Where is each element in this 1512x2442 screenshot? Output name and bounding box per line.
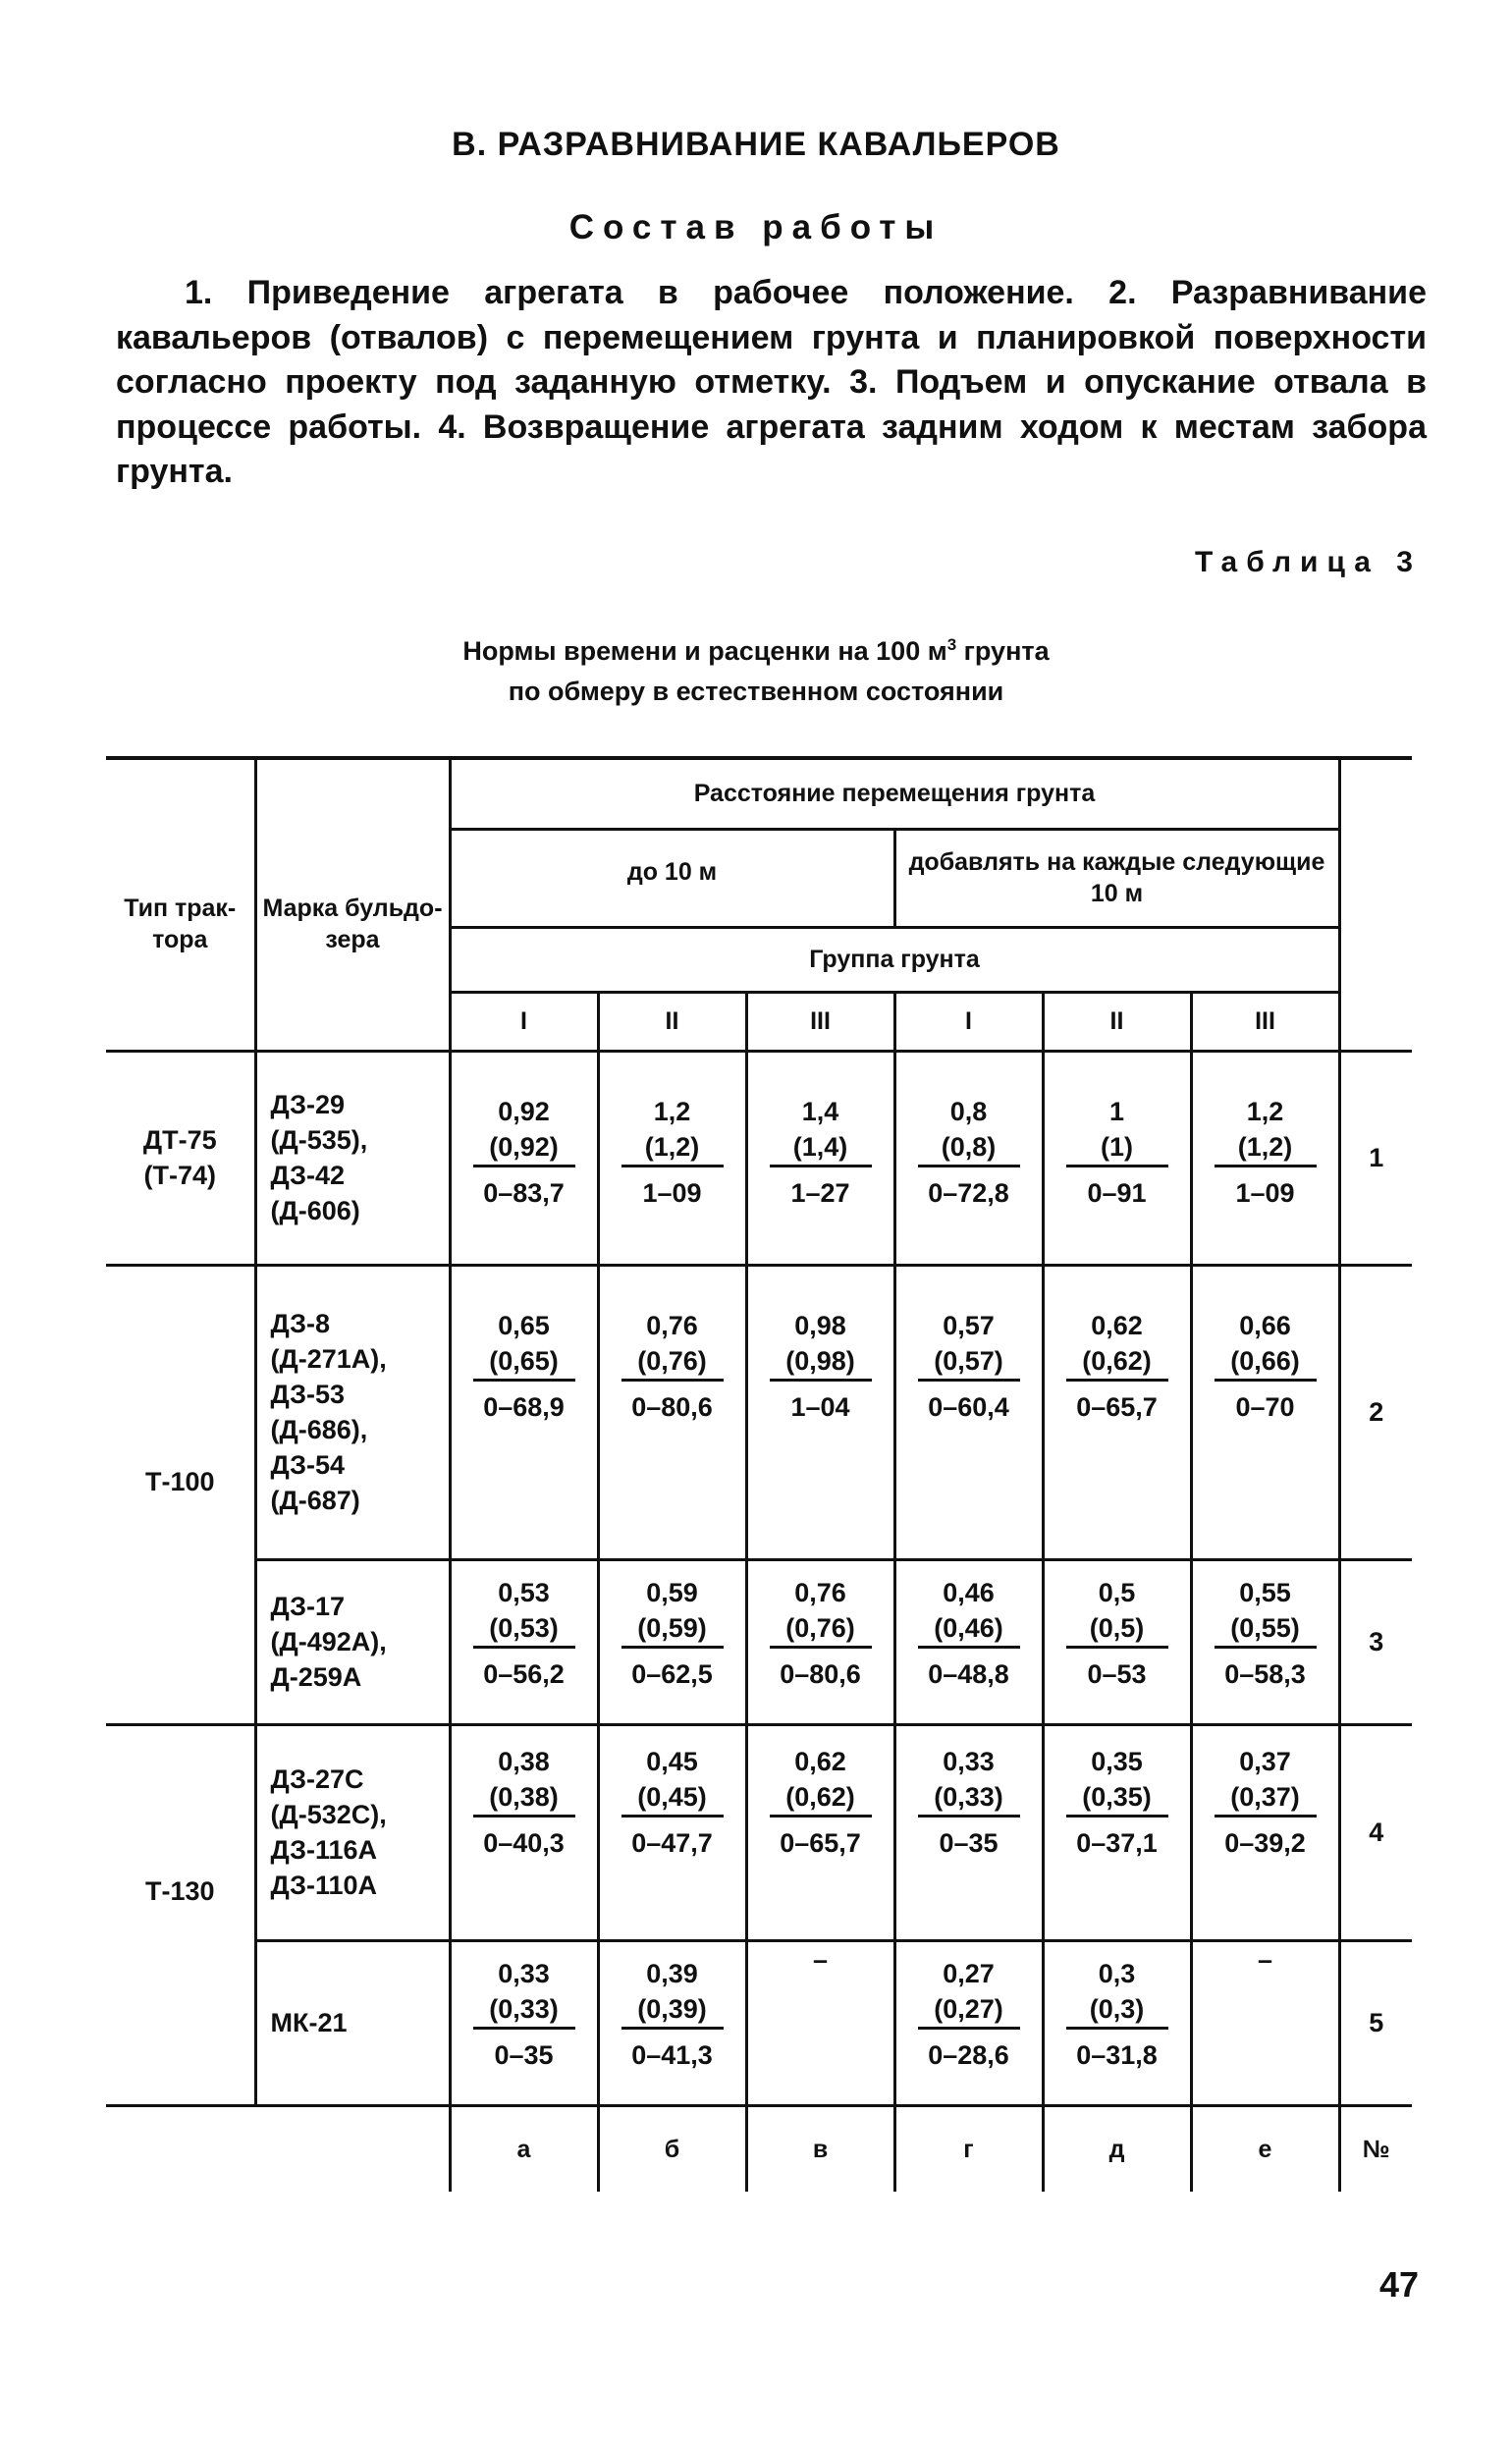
header-group-4: I [894, 992, 1043, 1051]
footer-blank [255, 2105, 450, 2192]
price-norm-value: (0,27) [918, 1991, 1020, 2030]
price-norm-value: (0,92) [473, 1129, 575, 1167]
norm-value: 0,55 [1239, 1577, 1291, 1607]
brand-line: МК-21 [270, 2008, 348, 2037]
rate-value: 0–40,3 [483, 1827, 565, 1858]
header-group-3: III [746, 992, 894, 1051]
brand-line: ДЗ-29 [270, 1090, 346, 1119]
rate-value: 0–35 [494, 2039, 554, 2070]
rate-value: 0–37,1 [1076, 1827, 1158, 1858]
header-group-5: II [1043, 992, 1191, 1051]
price-norm-value: (0,62) [770, 1779, 872, 1818]
value-cell [598, 1051, 746, 1265]
norm-value: 0,92 [498, 1096, 550, 1126]
value-cell [894, 1559, 1043, 1724]
footer-letter: а [450, 2105, 598, 2192]
table-row [106, 1940, 1412, 2105]
rate-value: 0–35 [939, 1827, 999, 1858]
rate-value: 1–27 [790, 1177, 850, 1208]
footer-letter: № [1339, 2105, 1412, 2192]
table-row [106, 1051, 1412, 1265]
row-number: 4 [1339, 1724, 1412, 1940]
header-number-blank [1339, 758, 1412, 1051]
value-cell [598, 1724, 746, 1940]
norm-value: 0,53 [498, 1577, 550, 1607]
norm-value: 0,3 [1098, 1958, 1136, 1988]
norm-value: 0,76 [794, 1577, 846, 1607]
table-row [106, 1559, 1412, 1724]
table-caption [0, 624, 1512, 712]
price-norm-value: (0,3) [1066, 1991, 1168, 2030]
price-norm-value: (0,39) [621, 1991, 724, 2030]
price-norm-value: (0,37) [1215, 1779, 1317, 1818]
value-cell [894, 1265, 1043, 1559]
rate-value: 0–91 [1087, 1177, 1147, 1208]
price-norm-value: (0,65) [473, 1343, 575, 1382]
norm-value: 0,27 [943, 1958, 995, 1988]
value-cell [1043, 1559, 1191, 1724]
value-cell [598, 1265, 746, 1559]
price-norm-value: (0,98) [770, 1343, 872, 1382]
tractor-cell: Т-100 [106, 1265, 255, 1724]
brand-line: (Д-606) [270, 1196, 360, 1225]
rate-value: 0–60,4 [928, 1391, 1009, 1422]
norm-value: 0,33 [498, 1958, 550, 1988]
value-cell [1043, 1724, 1191, 1940]
table-row [106, 1265, 1412, 1559]
norm-value: 0,8 [949, 1096, 988, 1126]
norm-value: 0,62 [794, 1746, 846, 1776]
footer-row [106, 2105, 1412, 2192]
header-soil-group: Группа грунта [450, 927, 1339, 992]
norm-value: 0,5 [1098, 1577, 1136, 1607]
price-norm-value: (0,76) [621, 1343, 724, 1382]
norm-value: 0,38 [498, 1746, 550, 1776]
value-cell [1191, 1940, 1339, 2105]
price-norm-value: (0,66) [1215, 1343, 1317, 1382]
norm-value: 0,76 [646, 1310, 698, 1340]
norm-value: 0,37 [1239, 1746, 1291, 1776]
brand-line: (Д-686), [270, 1415, 368, 1444]
price-norm-value: (0,45) [621, 1779, 724, 1818]
work-heading: Состав работы [568, 208, 944, 246]
rate-value: 1–04 [790, 1391, 850, 1422]
work-description: 1. Приведение агрегата в рабочее положение. 2. Разравнивание кавальеров (отвалов) с перемещением грунта и планировкой поверхности согласно проекту под заданную отметку. 3. Подъем и опускание отвала в процессе работы. 4. Возвращение агрегата задним ходом к местам забора грунта. [116, 274, 1427, 490]
value-cell [450, 1265, 598, 1559]
row-number: 3 [1339, 1559, 1412, 1724]
brand-cell [255, 1724, 450, 1940]
footer-letter: г [894, 2105, 1043, 2192]
rate-value: 0–80,6 [780, 1658, 861, 1689]
norm-value: 0,65 [498, 1310, 550, 1340]
header-group-2: II [598, 992, 746, 1051]
table-label: Таблица 3 [1194, 546, 1422, 578]
rate-value: 0–65,7 [780, 1827, 861, 1858]
rate-value: 0–58,3 [1224, 1658, 1306, 1689]
price-norm-value: (0,35) [1066, 1779, 1168, 1818]
footer-letter: б [598, 2105, 746, 2192]
caption-superscript: 3 [946, 635, 957, 654]
brand-cell [255, 1265, 450, 1559]
brand-line: ДЗ-53 [270, 1380, 346, 1409]
value-cell [1043, 1940, 1191, 2105]
value-cell [1043, 1051, 1191, 1265]
header-tractor-type: Тип трак-тора [106, 758, 255, 1051]
brand-line: (Д-532С), [270, 1800, 387, 1829]
norm-value: 0,39 [646, 1958, 698, 1988]
value-cell [1191, 1051, 1339, 1265]
rate-value: 0–39,2 [1224, 1827, 1306, 1858]
value-cell [894, 1940, 1043, 2105]
header-group-6: III [1191, 992, 1339, 1051]
price-norm-value: (0,55) [1215, 1610, 1317, 1649]
price-norm-value: (1,2) [1215, 1129, 1317, 1167]
header-distance: Расстояние перемещения грунта [450, 758, 1339, 829]
brand-line: Д-259А [270, 1662, 362, 1692]
value-cell [1191, 1265, 1339, 1559]
value-cell [450, 1051, 598, 1265]
price-norm-value: (0,57) [918, 1343, 1020, 1382]
price-norm-value: (0,5) [1066, 1610, 1168, 1649]
value-cell [1043, 1265, 1191, 1559]
norm-value: 0,98 [794, 1310, 846, 1340]
value-cell [450, 1940, 598, 2105]
rate-value: 0–41,3 [631, 2039, 713, 2070]
footer-letter: д [1043, 2105, 1191, 2192]
value-cell [746, 1559, 894, 1724]
row-number: 5 [1339, 1940, 1412, 2105]
norm-value: 0,35 [1091, 1746, 1143, 1776]
rate-value: 1–09 [642, 1177, 702, 1208]
footer-letter: в [746, 2105, 894, 2192]
price-norm-value: (1,4) [770, 1129, 872, 1167]
rate-value: 0–70 [1235, 1391, 1295, 1422]
value-cell [450, 1559, 598, 1724]
price-norm-value: (0,33) [918, 1779, 1020, 1818]
row-number: 2 [1339, 1265, 1412, 1559]
price-norm-value: (0,33) [473, 1991, 575, 2030]
footer-blank [106, 2105, 255, 2192]
norm-value: 1,4 [801, 1096, 839, 1126]
price-norm-value: (0,53) [473, 1610, 575, 1649]
norm-value: 0,59 [646, 1577, 698, 1607]
norm-value: 0,45 [646, 1746, 698, 1776]
caption-line-1: Нормы времени и расценки на 100 м [462, 636, 947, 666]
footer-letter: е [1191, 2105, 1339, 2192]
brand-line: (Д-535), [270, 1125, 368, 1155]
norm-value: 0,57 [943, 1310, 995, 1340]
value-cell [598, 1559, 746, 1724]
rate-value: 0–62,5 [631, 1658, 713, 1689]
value-cell [746, 1265, 894, 1559]
header-bulldozer-brand: Марка бульдо-зера [255, 758, 450, 1051]
price-norm-value: (1,2) [621, 1129, 724, 1167]
value-cell [894, 1724, 1043, 1940]
rate-value: 0–65,7 [1076, 1391, 1158, 1422]
value-cell [1191, 1559, 1339, 1724]
value-cell [894, 1051, 1043, 1265]
brand-line: ДЗ-8 [270, 1309, 330, 1338]
norm-value: 1,2 [653, 1096, 691, 1126]
caption-line-1-end: грунта [956, 636, 1050, 666]
dash-value: – [1257, 1944, 1273, 1975]
brand-line: ДЗ-110А [270, 1871, 378, 1900]
rate-value: 0–28,6 [928, 2039, 1009, 2070]
tractor-cell: ДТ-75 (Т-74) [106, 1051, 255, 1265]
rate-value: 0–83,7 [483, 1177, 565, 1208]
row-number: 1 [1339, 1051, 1412, 1265]
value-cell [450, 1724, 598, 1940]
page-number: 47 [1378, 2264, 1419, 2305]
norm-value: 0,66 [1239, 1310, 1291, 1340]
price-norm-value: (0,46) [918, 1610, 1020, 1649]
price-norm-value: (0,38) [473, 1779, 575, 1818]
brand-line: ДЗ-116А [270, 1835, 378, 1865]
value-cell [746, 1051, 894, 1265]
norm-value: 1,2 [1246, 1096, 1284, 1126]
brand-cell [255, 1051, 450, 1265]
brand-line: (Д-271А), [270, 1344, 387, 1374]
rate-value: 0–72,8 [928, 1177, 1009, 1208]
value-cell [746, 1940, 894, 2105]
rate-value: 0–56,2 [483, 1658, 565, 1689]
tractor-cell: Т-130 [106, 1724, 255, 2105]
rate-value: 0–48,8 [928, 1658, 1009, 1689]
table-row [106, 1724, 1412, 1940]
value-cell [746, 1724, 894, 1940]
price-norm-value: (0,8) [918, 1129, 1020, 1167]
header-group-1: I [450, 992, 598, 1051]
rate-value: 0–68,9 [483, 1391, 565, 1422]
price-norm-value: (0,59) [621, 1610, 724, 1649]
price-norm-value: (1) [1066, 1129, 1168, 1167]
brand-line: (Д-687) [270, 1486, 360, 1515]
header-up-to-10m: до 10 м [450, 829, 894, 927]
brand-cell [255, 1559, 450, 1724]
value-cell [1191, 1724, 1339, 1940]
section-title: В. РАЗРАВНИВАНИЕ КАВАЛЬЕРОВ [452, 126, 1060, 163]
rate-value: 0–31,8 [1076, 2039, 1158, 2070]
value-cell [598, 1940, 746, 2105]
rate-value: 0–47,7 [631, 1827, 713, 1858]
brand-cell [255, 1940, 450, 2105]
brand-line: ДЗ-54 [270, 1450, 346, 1480]
brand-line: ДЗ-42 [270, 1161, 346, 1190]
norm-value: 1 [1108, 1096, 1125, 1126]
norms-table [106, 756, 1412, 2192]
norm-value: 0,46 [943, 1577, 995, 1607]
caption-line-2: по обмеру в естественном состоянии [508, 677, 1004, 706]
rate-value: 1–09 [1235, 1177, 1295, 1208]
price-norm-value: (0,62) [1066, 1343, 1168, 1382]
brand-line: (Д-492А), [270, 1627, 387, 1656]
brand-line: ДЗ-27С [270, 1764, 364, 1794]
price-norm-value: (0,76) [770, 1610, 872, 1649]
norm-value: 0,33 [943, 1746, 995, 1776]
rate-value: 0–80,6 [631, 1391, 713, 1422]
rate-value: 0–53 [1087, 1658, 1147, 1689]
norm-value: 0,62 [1091, 1310, 1143, 1340]
brand-line: ДЗ-17 [270, 1592, 346, 1621]
header-each-next-10m: добавлять на каждые следующие 10 м [894, 829, 1339, 927]
dash-value: – [812, 1944, 829, 1975]
